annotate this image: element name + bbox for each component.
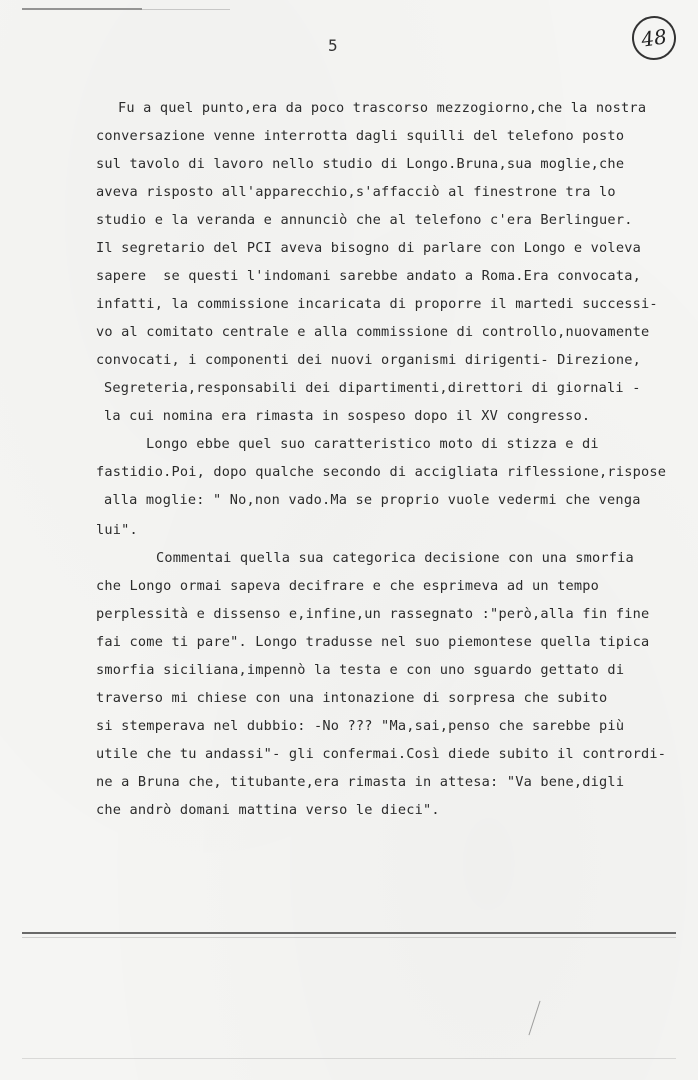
- body-line: fastidio.Poi, dopo qualche secondo di accigliata riflessione,rispose: [96, 464, 667, 480]
- body-line: smorfia siciliana,impennò la testa e con uno sguardo gettato di: [96, 662, 625, 678]
- handwritten-folio-stamp: 48: [629, 13, 679, 63]
- body-line: sapere se questi l'indomani sarebbe andato a Roma.Era convocata,: [96, 268, 641, 284]
- body-line: ne a Bruna che, titubante,era rimasta in attesa: "Va bene,digli: [96, 774, 625, 790]
- body-line: utile che tu andassi"- gli confermai.Così diede subito il contrordi-: [96, 746, 667, 762]
- body-line: che andrò domani mattina verso le dieci".: [96, 802, 440, 818]
- body-line: perplessità e dissenso e,infine,un rassegnato :"però,alla fin fine: [96, 606, 650, 622]
- body-line: Longo ebbe quel suo caratteristico moto di stizza e di: [146, 436, 599, 452]
- body-line: sul tavolo di lavoro nello studio di Longo.Bruna,sua moglie,che: [96, 156, 625, 172]
- body-line: lui".: [96, 522, 138, 538]
- body-line: infatti, la commissione incaricata di proporre il martedi successi-: [96, 296, 658, 312]
- body-line: studio e la veranda e annunciò che al telefono c'era Berlinguer.: [96, 212, 633, 228]
- body-line: Fu a quel punto,era da poco trascorso mezzogiorno,che la nostra: [118, 100, 647, 116]
- bottom-edge-mark: [22, 1058, 676, 1059]
- pen-stroke-mark: [528, 1001, 540, 1036]
- body-line: conversazione venne interrotta dagli squilli del telefono posto: [96, 128, 625, 144]
- body-line: alla moglie: " No,non vado.Ma se proprio vuole vedermi che venga: [104, 492, 641, 508]
- body-line: che Longo ormai sapeva decifrare e che esprimeva ad un tempo: [96, 578, 600, 594]
- body-line: traverso mi chiese con una intonazione di sorpresa che subito: [96, 690, 608, 706]
- body-line: si stemperava nel dubbio: -No ??? "Ma,sai,penso che sarebbe più: [96, 718, 625, 734]
- body-line: aveva risposto all'apparecchio,s'affacciò al finestrone tra lo: [96, 184, 616, 200]
- body-line: fai come ti pare". Longo tradusse nel suo piemontese quella tipica: [96, 634, 650, 650]
- body-line: Segreteria,responsabili dei dipartimenti,direttori di giornali -: [104, 380, 641, 396]
- body-line: Il segretario del PCI aveva bisogno di parlare con Longo e voleva: [96, 240, 641, 256]
- body-line: convocati, i componenti dei nuovi organismi dirigenti- Direzione,: [96, 352, 641, 368]
- body-line: la cui nomina era rimasta in sospeso dopo il XV congresso.: [104, 408, 591, 424]
- body-line: Commentai quella sua categorica decisione con una smorfia: [156, 550, 634, 566]
- footer-separator-line: [22, 932, 676, 934]
- page-number: 5: [328, 36, 338, 55]
- top-edge-mark: [22, 8, 142, 10]
- top-edge-mark-faint: [140, 9, 230, 10]
- footer-separator-shadow: [22, 937, 676, 938]
- body-line: vo al comitato centrale e alla commissione di controllo,nuovamente: [96, 324, 650, 340]
